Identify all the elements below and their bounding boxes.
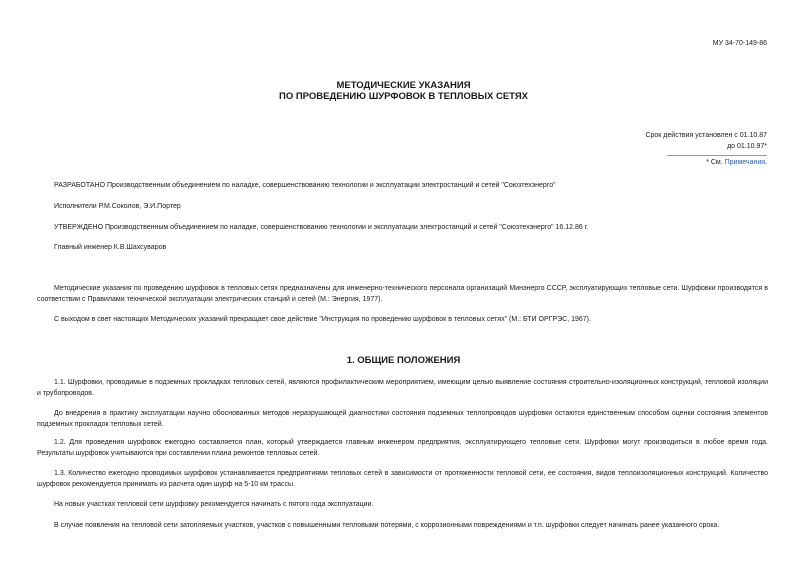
intro-paragraph-2: С выходом в свет настоящих Методических указаний прекращает свое действие "Инструкция по проведению шурфовок в тепловых сетях" (М.: БТИ ОРГРЭС, 1967).: [54, 316, 591, 323]
paragraph-1-3: 1.3. Количество ежегодно проводимых шурфовок устанавливается предприятиями тепловых сетей в зависимости от протяженности тепловой сети, ее состояния, видов теплоизоляционных конструкций. Количество шурфовок рекомендуется принимать из расчета один шурф на 5-10 км трассы.: [37, 470, 768, 488]
document-title-line-2: ПО ПРОВЕДЕНИЮ ШУРФОВОК В ТЕПЛОВЫХ СЕТЯХ: [278, 91, 529, 102]
validity-note: [706, 159, 767, 166]
notes-link[interactable]: Примечания: [724, 159, 766, 166]
document-title-line-1: МЕТОДИЧЕСКИЕ УКАЗАНИЯ: [336, 80, 471, 91]
validity-divider: [667, 155, 767, 156]
executors-text: Исполнители Р.М.Соколов, Э.И.Портер: [54, 203, 181, 210]
approved-by-text: УТВЕРЖДЕНО Производственным объединением по наладке, совершенствованию технологии и эксплуатации электростанций и сетей "Союзтехэнерго" 16.12.86 г.: [54, 224, 589, 231]
intro-paragraph-1: Методические указания по проведению шурфовок в тепловых сетях предназначены для инженерно-технического персонала организаций Минэнерго СССР, эксплуатирующих тепловые сети. Шурфовки производятся в соответствии с Правилами технической эксплуатации электрических станций и сетей (М.: Энергия, 1977).: [37, 285, 768, 303]
note-suffix: .: [765, 159, 767, 166]
paragraph-1-3-early-start: В случае появления на тепловой сети затопляемых участков, участков с повышенными тепловыми потерями, с коррозионными повреждениями и т.п. шурфовки следует начинать ранее указанного срока.: [54, 522, 720, 529]
validity-start: Срок действия установлен с 01.10.87: [645, 132, 767, 139]
note-prefix: * См.: [706, 159, 725, 166]
paragraph-1-2: 1.2. Для проведения шурфовок ежегодно составляется план, который утверждается главным инженером предприятия, эксплуатирующего тепловые сети. Шурфовки могут производиться в любое время года. Результаты шурфовок учитываются при составлении плана ремонтов тепловых сетей.: [37, 439, 768, 457]
chief-engineer-text: Главный инженер К.В.Шахсуваров: [54, 244, 167, 251]
paragraph-1-1: 1.1. Шурфовки, проводимые в подземных прокладках тепловых сетей, являются профилактическим мероприятием, имеющим целью выявление состояния строительно-изоляционных конструкций, тепловой изоляции и трубопроводов.: [37, 379, 768, 397]
paragraph-1-3-new-sections: На новых участках тепловой сети шурфовку рекомендуется начинать с пятого года эксплуатации.: [54, 501, 374, 508]
developed-by-text: РАЗРАБОТАНО Производственным объединением по наладке, совершенствованию технологии и эксплуатации электростанций и сетей "Союзтехэнерго": [54, 182, 556, 189]
paragraph-1-1-continued: До внедрения в практику эксплуатации научно обоснованных методов неразрушающей диагностики состояния подземных теплопроводов шурфовки остаются единственным способом оценки состояния элементов подземных прокладок тепловых сетей.: [37, 410, 768, 428]
validity-block: [645, 130, 767, 152]
section-heading: 1. ОБЩИЕ ПОЛОЖЕНИЯ: [346, 355, 461, 366]
validity-end: до 01.10.97*: [727, 143, 767, 150]
document-code: МУ 34-70-149-86: [712, 40, 767, 47]
